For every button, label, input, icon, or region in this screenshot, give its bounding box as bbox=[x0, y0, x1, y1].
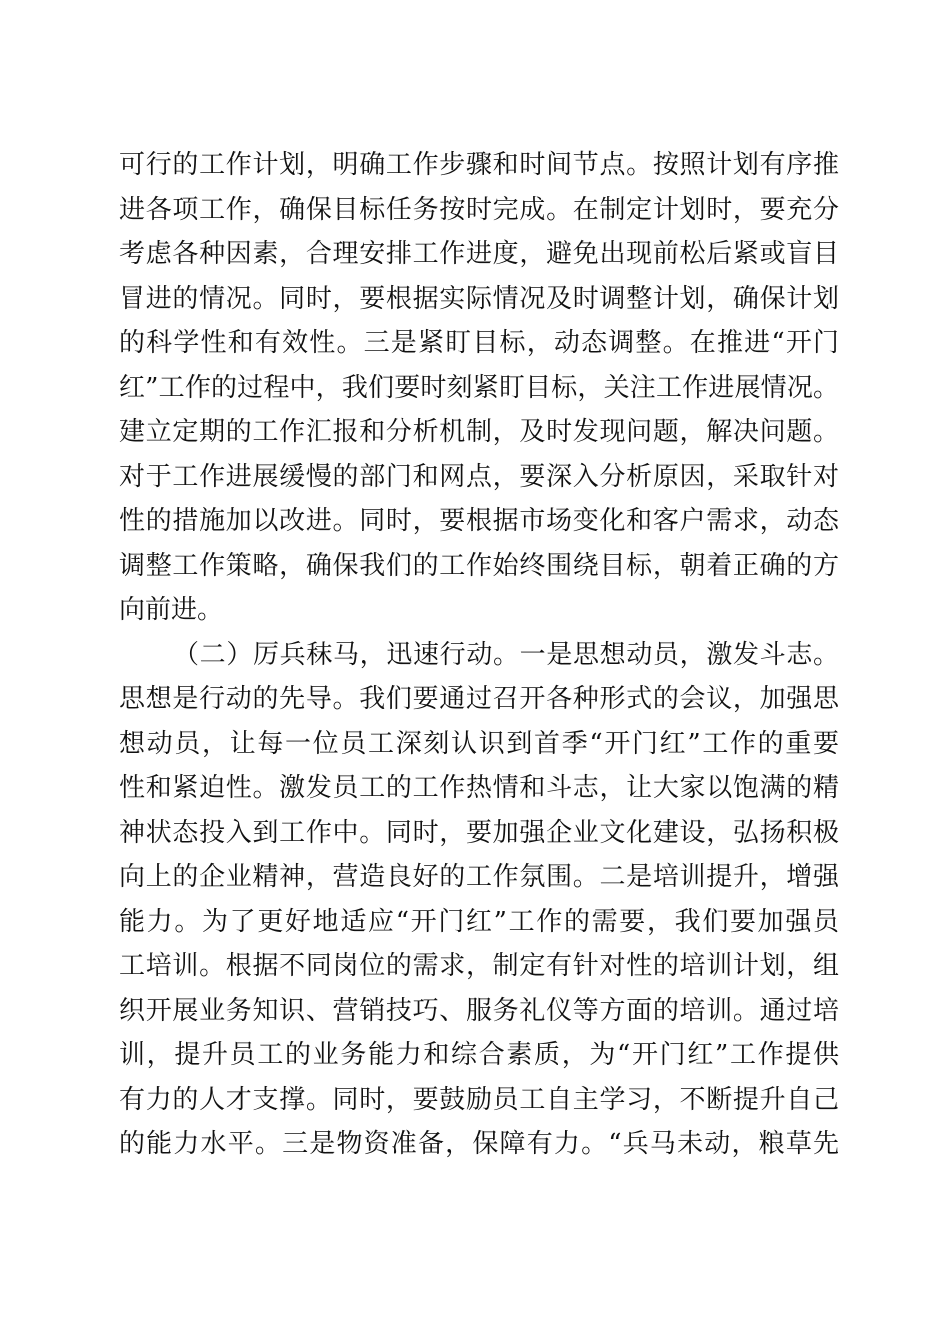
text-line: 神状态投入到工作中。同时，要加强企业文化建设，弘扬积极 bbox=[119, 817, 839, 848]
body-text bbox=[119, 143, 839, 1167]
text-line: 冒进的情况。同时，要根据实际情况及时调整计划，确保计划 bbox=[119, 283, 839, 314]
text-line: 向上的企业精神，营造良好的工作氛围。二是培训提升，增强 bbox=[119, 862, 839, 892]
text-line: 红”工作的过程中，我们要时刻紧盯目标，关注工作进展情况。 bbox=[119, 372, 839, 403]
text-line: 有力的人才支撑。同时，要鼓励员工自主学习，不断提升自己 bbox=[119, 1084, 839, 1115]
text-line: 向前进。 bbox=[119, 595, 224, 625]
text-line: 性的措施加以改进。同时，要根据市场变化和客户需求，动态 bbox=[119, 506, 839, 536]
text-line: 织开展业务知识、营销技巧、服务礼仪等方面的培训。通过培 bbox=[119, 995, 839, 1026]
text-line: 性和紧迫性。激发员工的工作热情和斗志，让大家以饱满的精 bbox=[119, 773, 839, 803]
text-line: 考虑各种因素，合理安排工作进度，避免出现前松后紧或盲目 bbox=[119, 239, 839, 269]
text-line: 进各项工作，确保目标任务按时完成。在制定计划时，要充分 bbox=[119, 194, 839, 225]
text-line: 的能力水平。三是物资准备，保障有力。“兵马未动，粮草先 bbox=[119, 1129, 839, 1159]
text-line: 的科学性和有效性。三是紧盯目标，动态调整。在推进“开门 bbox=[119, 328, 839, 358]
text-line: 工培训。根据不同岗位的需求，制定有针对性的培训计划，组 bbox=[119, 951, 839, 981]
text-line: 训，提升员工的业务能力和综合素质，为“开门红”工作提供 bbox=[119, 1040, 839, 1070]
text-line: 想动员，让每一位员工深刻认识到首季“开门红”工作的重要 bbox=[119, 728, 839, 759]
text-line: 对于工作进展缓慢的部门和网点，要深入分析原因，采取针对 bbox=[119, 461, 839, 492]
text-line: 能力。为了更好地适应“开门红”工作的需要，我们要加强员 bbox=[119, 906, 839, 937]
paragraph-heading-line: （二）厉兵秣马，迅速行动。一是思想动员，激发斗志。 bbox=[173, 639, 839, 670]
text-line: 建立定期的工作汇报和分析机制，及时发现问题，解决问题。 bbox=[119, 417, 839, 447]
text-line: 调整工作策略，确保我们的工作始终围绕目标，朝着正确的方 bbox=[119, 550, 839, 581]
text-line: 可行的工作计划，明确工作步骤和时间节点。按照计划有序推 bbox=[119, 150, 839, 180]
text-line: 思想是行动的先导。我们要通过召开各种形式的会议，加强思 bbox=[119, 684, 839, 714]
